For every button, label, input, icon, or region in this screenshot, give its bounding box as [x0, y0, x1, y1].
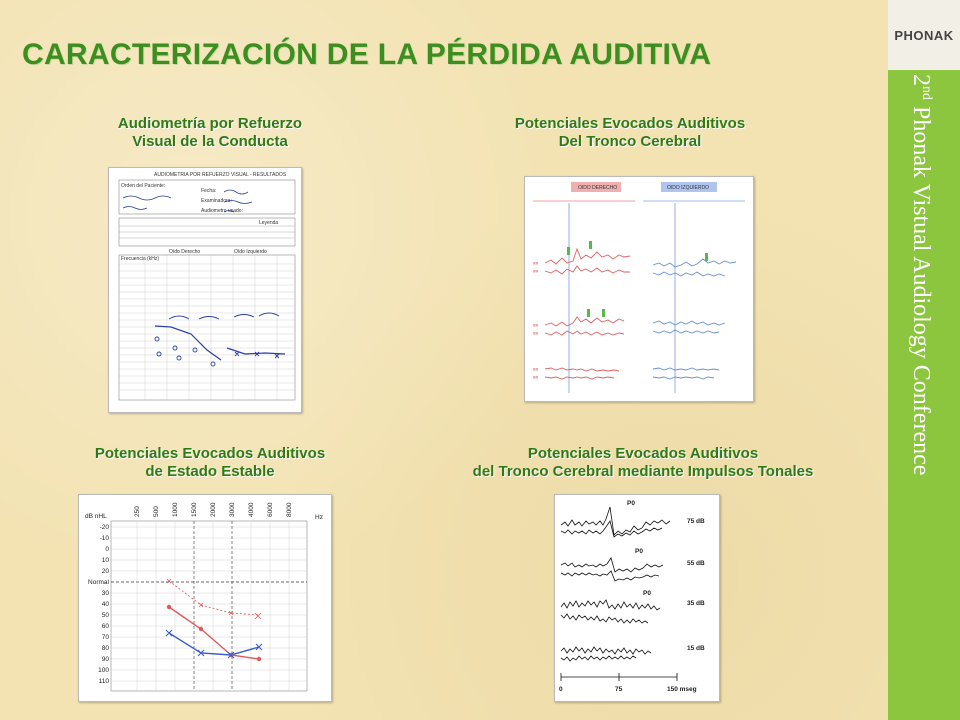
- svg-text:##: ##: [533, 269, 539, 274]
- assr-ytick-label: -10: [99, 535, 109, 542]
- assr-ytick-label: 80: [101, 645, 109, 652]
- conference-name: Phonak Vistual Audiology Conference: [908, 100, 934, 476]
- caption-assr-line2: de Estado Estable: [145, 463, 275, 480]
- tone-level-35: 35 dB: [687, 600, 705, 607]
- assr-xunit: Hz: [315, 514, 323, 521]
- tone-abr-drawing: [555, 495, 719, 701]
- vra-freq-label: Frecuencia (kHz): [121, 256, 160, 262]
- caption-vra-line2: Visual de la Conducta: [132, 133, 288, 150]
- assr-ylabel: dB nHL: [85, 513, 107, 520]
- assr-xtick-label: 250: [134, 506, 141, 517]
- sidebar: [888, 0, 960, 720]
- tone-level-75: 75 dB: [687, 518, 705, 525]
- assr-xtick-label: 6000: [267, 502, 274, 517]
- assr-xtick-label: 2000: [210, 502, 217, 517]
- assr-xtick-label: 8000: [286, 502, 293, 517]
- caption-tone-abr-line1: Potenciales Evocados Auditivos: [527, 445, 759, 462]
- conference-ordinal: nd: [919, 86, 934, 100]
- svg-text:##: ##: [533, 367, 539, 372]
- svg-text:##: ##: [533, 323, 539, 328]
- assr-ytick-label: 100: [98, 667, 109, 674]
- assr-ytick-label: -20: [99, 524, 109, 531]
- assr-xtick-label: 1000: [172, 502, 179, 517]
- caption-tone-abr: [418, 445, 868, 481]
- assr-xtick-label: 500: [153, 506, 160, 517]
- slide-title: CARACTERIZACIÓN DE LA PÉRDIDA AUDITIVA: [22, 38, 712, 71]
- assr-xtick-label: 4000: [248, 502, 255, 517]
- tone-peak-1: P0: [627, 500, 635, 507]
- tone-level-55: 55 dB: [687, 560, 705, 567]
- caption-assr: [50, 445, 370, 481]
- vra-form-drawing: [109, 168, 301, 412]
- tone-level-15: 15 dB: [687, 645, 705, 652]
- assr-audiogram: [79, 495, 331, 701]
- vra-field-audio: Audiometro usado:: [201, 208, 243, 214]
- tone-xtick-0: 0: [559, 686, 563, 693]
- assr-ytick-label: 110: [98, 678, 109, 685]
- caption-abr-line1: Potenciales Evocados Auditivos: [514, 115, 746, 132]
- tone-peak-2: P0: [635, 548, 643, 555]
- caption-abr-line2: Del Tronco Cerebral: [558, 133, 702, 150]
- logo-text: PHONAK: [894, 27, 954, 43]
- assr-ytick-label: 20: [101, 568, 109, 575]
- phonak-logo: [888, 0, 960, 70]
- vra-legend-title: Leyenda: [259, 220, 279, 226]
- tone-peak-3: P0: [643, 590, 651, 597]
- abr-image: [524, 176, 754, 402]
- vra-form-image: [108, 167, 302, 413]
- vra-ear-left: Oído Izquierdo: [234, 249, 267, 255]
- assr-yticks: [88, 524, 110, 685]
- tone-abr-image: [554, 494, 720, 702]
- assr-ytick-label: 90: [101, 656, 109, 663]
- vra-field-name: Orden del Paciente:: [121, 183, 166, 189]
- tone-xtick-75: 75: [615, 686, 623, 693]
- conference-title: [898, 74, 954, 714]
- vra-field-exam: Examinadora:: [201, 198, 232, 204]
- abr-drawing: [525, 177, 753, 401]
- assr-ytick-label: 60: [101, 623, 109, 630]
- assr-ytick-label: 70: [101, 634, 109, 641]
- svg-text:##: ##: [533, 375, 539, 380]
- assr-ytick-label: Normal: [88, 579, 109, 586]
- vra-field-date: Fecha:: [201, 188, 217, 194]
- assr-ytick-label: 30: [101, 590, 109, 597]
- caption-vra: [60, 115, 360, 151]
- assr-audiogram-image: [78, 494, 332, 702]
- assr-ytick-label: 10: [101, 557, 109, 564]
- assr-ytick-label: 50: [101, 612, 109, 619]
- svg-text:##: ##: [533, 331, 539, 336]
- caption-assr-line1: Potenciales Evocados Auditivos: [94, 445, 326, 462]
- vra-ear-right: Oído Derecho: [169, 249, 201, 255]
- abr-tab-left: OIDO IZQUIERDO: [667, 185, 709, 191]
- conference-number: 2: [908, 74, 934, 86]
- caption-vra-line1: Audiometría por Refuerzo: [117, 115, 303, 132]
- assr-xtick-label: 3000: [229, 502, 236, 517]
- assr-grid: [111, 521, 307, 691]
- caption-tone-abr-line2: del Tronco Cerebral mediante Impulsos Tonales: [472, 463, 814, 480]
- assr-ytick-label: 40: [101, 601, 109, 608]
- svg-text:##: ##: [533, 261, 539, 266]
- caption-abr: [470, 115, 790, 151]
- assr-ytick-label: 0: [105, 546, 109, 553]
- tone-xtick-150: 150 mseg: [667, 686, 697, 693]
- assr-xtick-label: 1500: [191, 502, 198, 517]
- assr-xticks: [134, 502, 293, 517]
- vra-form-header: AUDIOMETRIA POR REFUERZO VISUAL - RESULTADOS: [154, 172, 287, 178]
- abr-tab-right: OIDO DERECHO: [578, 185, 618, 191]
